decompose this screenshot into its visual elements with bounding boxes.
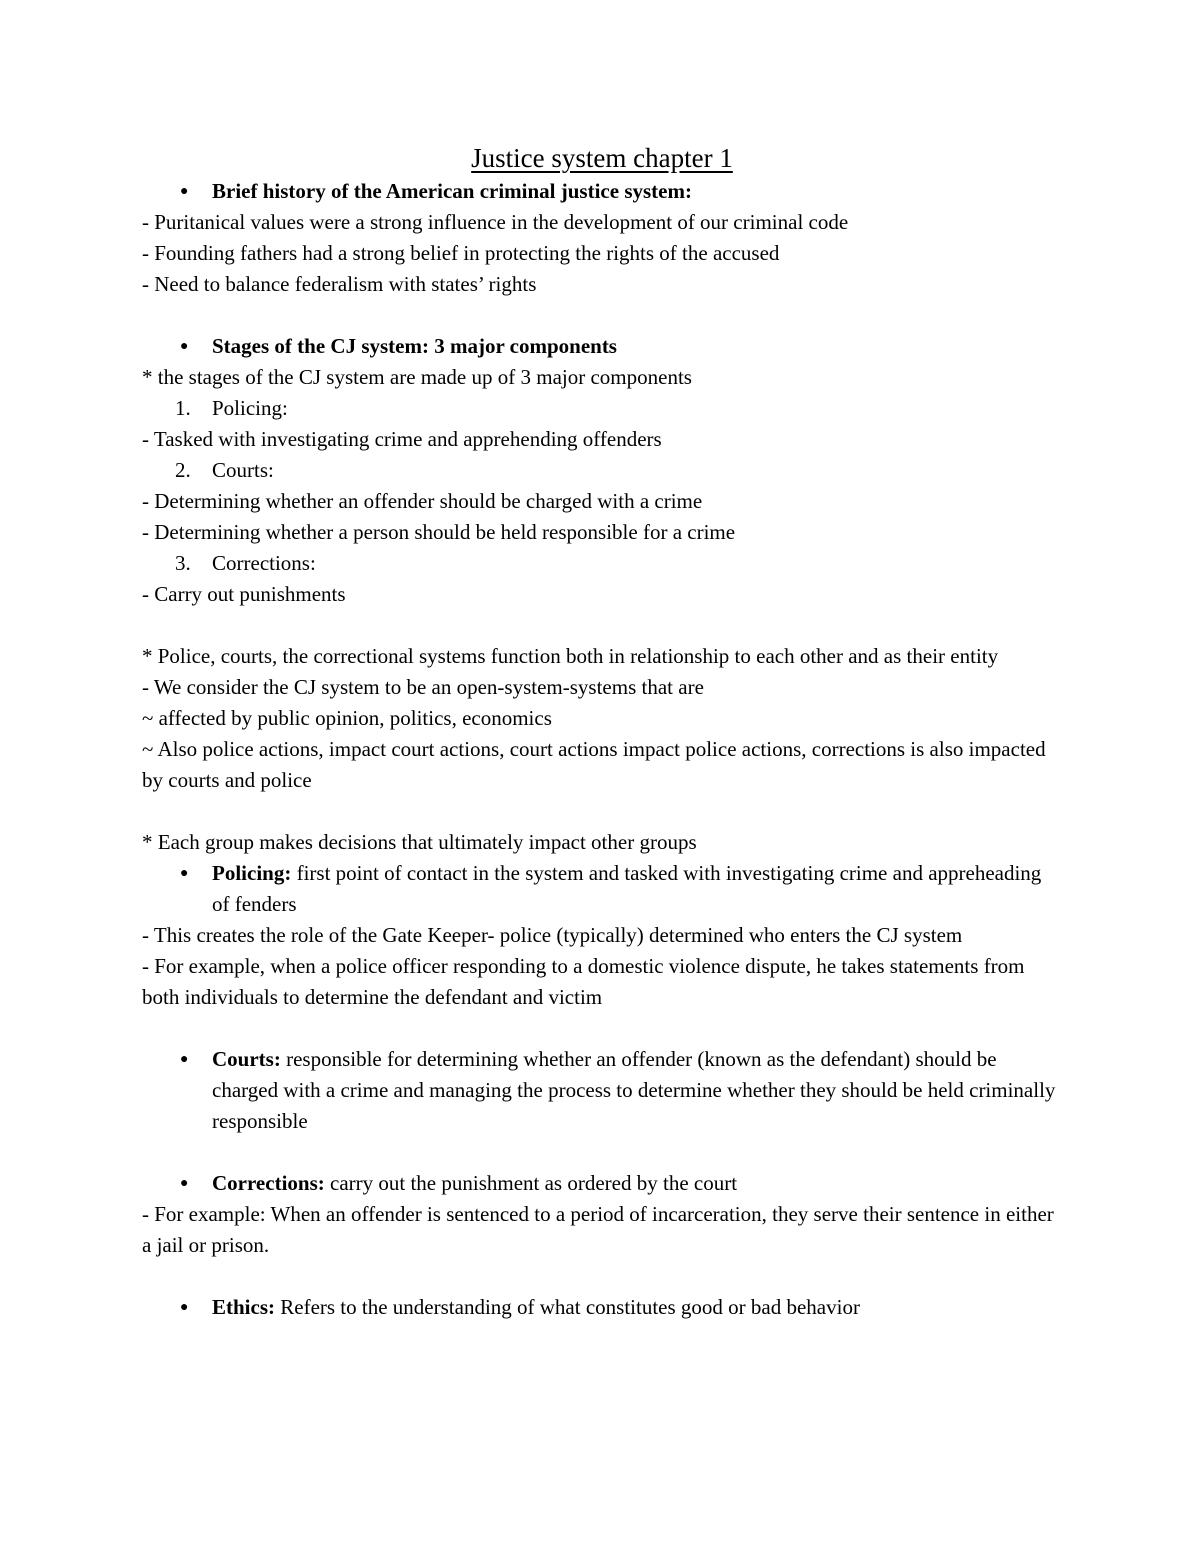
numbered-item-courts (142, 455, 1062, 486)
term-label: Policing: (212, 861, 292, 885)
item-label: Policing: (212, 396, 288, 420)
bullet-heading-history (142, 176, 1062, 207)
blank-line (142, 796, 1062, 827)
blank-line (142, 1137, 1062, 1168)
text-line: - We consider the CJ system to be an open-system-systems that are (142, 675, 704, 699)
numbered-item-policing (142, 393, 1062, 424)
bullet-icon: ● (180, 339, 189, 354)
text-line: - For example, when a police officer responding to a domestic violence dispute, he takes statements from both individuals to determine the defendant and victim (142, 954, 1025, 1009)
text-line: - Determining whether a person should be held responsible for a crime (142, 520, 736, 544)
term-label: Corrections: (212, 1171, 325, 1195)
bullet-heading-stages (142, 331, 1062, 362)
heading-text: Brief history of the American criminal justice system: (212, 179, 692, 203)
blank-line (142, 1013, 1062, 1044)
text-line: - Determining whether an offender should be charged with a crime (142, 489, 703, 513)
blank-line (142, 300, 1062, 331)
bullet-ethics (142, 1292, 1062, 1323)
text-line: - Puritanical values were a strong influence in the development of our criminal code (142, 210, 849, 234)
term-label: Ethics: (212, 1295, 275, 1319)
bullet-courts (142, 1044, 1062, 1137)
text-line: - Founding fathers had a strong belief in protecting the rights of the accused (142, 241, 780, 265)
text-line: - Need to balance federalism with states’ rights (142, 272, 537, 296)
blank-line (142, 610, 1062, 641)
item-number: 1. (175, 396, 191, 420)
text-line: - Carry out punishments (142, 582, 346, 606)
item-number: 2. (175, 458, 191, 482)
term-definition: carry out the punishment as ordered by the court (324, 1171, 738, 1195)
text-line: ~ affected by public opinion, politics, economics (142, 706, 552, 730)
item-label: Courts: (212, 458, 274, 482)
text-line: * Each group makes decisions that ultimately impact other groups (142, 830, 697, 854)
text-line: ~ Also police actions, impact court actions, court actions impact police actions, corrections is also impacted by courts and police (142, 737, 1046, 792)
item-label: Corrections: (212, 551, 316, 575)
item-number: 3. (175, 551, 191, 575)
numbered-item-corrections (142, 548, 1062, 579)
term-definition: Refers to the understanding of what constitutes good or bad behavior (275, 1295, 860, 1319)
bullet-corrections (142, 1168, 1062, 1199)
bullet-icon: ● (180, 866, 189, 881)
page-title: Justice system chapter 1 (471, 143, 733, 173)
bullet-icon: ● (180, 184, 189, 199)
text-line: - For example: When an offender is sentenced to a period of incarceration, they serve their sentence in either a jail or prison. (142, 1202, 1054, 1257)
text-line: * Police, courts, the correctional systems function both in relationship to each other and as their entity (142, 644, 999, 668)
term-definition: responsible for determining whether an offender (known as the defendant) should be charged with a crime and managing the process to determine whether they should be held criminally responsible (212, 1047, 1056, 1133)
bullet-icon: ● (180, 1300, 189, 1315)
text-line: - This creates the role of the Gate Keeper- police (typically) determined who enters the CJ system (142, 923, 963, 947)
bullet-policing (142, 858, 1062, 920)
term-label: Courts: (212, 1047, 281, 1071)
document-page (142, 140, 1062, 1323)
text-line: * the stages of the CJ system are made up of 3 major components (142, 365, 692, 389)
blank-line (142, 1261, 1062, 1292)
bullet-icon: ● (180, 1176, 189, 1191)
bullet-icon: ● (180, 1052, 189, 1067)
heading-text: Stages of the CJ system: 3 major components (212, 334, 617, 358)
text-line: - Tasked with investigating crime and apprehending offenders (142, 427, 662, 451)
term-definition: first point of contact in the system and tasked with investigating crime and appreheading of fenders (212, 861, 1042, 916)
